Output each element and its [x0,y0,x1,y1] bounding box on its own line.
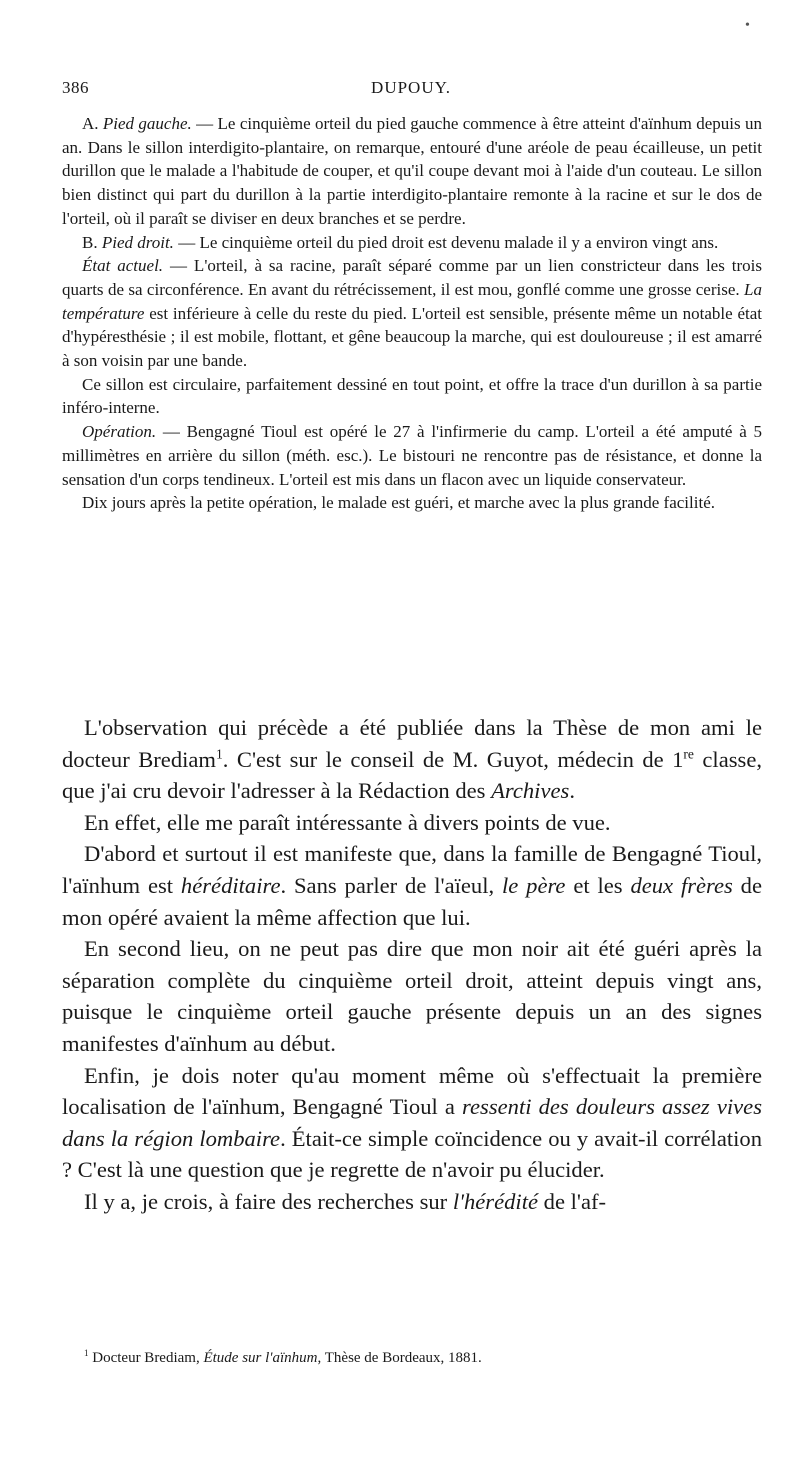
page-number: 386 [62,78,89,97]
running-header [62,78,760,102]
running-head: DUPOUY. [371,78,451,97]
case-report [62,112,762,515]
paragraph-2: En effet, elle me paraît intéressante à divers points de vue. [84,809,611,835]
case-groove: Ce sillon est circulaire, parfaitement dessiné en tout point, et offre la trace d'un durillon à sa partie inféro-interne. [62,374,762,418]
case-operation: Opération. — Bengagné Tioul est opéré le 27 à l'infirmerie du camp. L'orteil a été amputé à 5 millimètres en arrière du sillon (méth. esc.). Le bistouri ne rencontre pas de résistance, et donne la sensation d'un corps tendineux. L'orteil est mis dans un flacon avec un liquide conservateur. [62,422,762,489]
paragraph-6: Il y a, je crois, à faire des recherches sur l'hérédité de l'af- [84,1188,607,1214]
paragraph-5: Enfin, je dois noter qu'au moment même où s'effectuait la première localisation de l'aïnhum, Bengagné Tioul a ressenti des douleurs assez vives dans la région lombaire. Était-ce simple coïncidence ou y avait-il corrélation ? C'est là une question que je regrette de n'avoir pu élucider. [62,1062,763,1183]
paragraph-1: L'observation qui précède a été publiée dans la Thèse de mon ami le docteur Brediam$^1$. C'est sur le conseil de M. Guyot, médecin de 1re classe, que j'ai cru devoir l'adresser à la Rédaction des Archives. [62,715,762,804]
margin-dot: • [745,18,750,33]
paragraph-4: En second lieu, on ne peut pas dire que mon noir ait été guéri après la séparation complète du cinquième orteil droit, atteint depuis vingt ans, puisque le cinquième orteil gauche présente depuis un an des signes manifestes d'aïnhum au début. [62,936,762,1056]
case-outcome: Dix jours après la petite opération, le malade est guéri, et marche avec la plus grande facilité. [82,493,715,513]
main-text [62,712,762,1218]
case-right-foot: B. Pied droit. — Le cinquième orteil du pied droit est devenu malade il y a environ vingt ans. [82,232,719,252]
paragraph-3: D'abord et surtout il est manifeste que, dans la famille de Bengagné Tioul, l'aïnhum est héréditaire. Sans parler de l'aïeul, le père et les deux frères de mon opéré avaient la même affection que lui. [62,841,763,930]
footnote: $^1$ Docteur Brediam, Étude sur l'aïnhum, Thèse de Bordeaux, 1881. [84,1348,482,1366]
case-current-state: État actuel. — L'orteil, à sa racine, paraît séparé comme par un lien constricteur dans les trois quarts de sa circonférence. En avant du rétrécissement, il est mou, gonflé comme une grosse cerise. La température est inférieure à celle du reste du pied. L'orteil est sensible, présente même un notable état d'hypéresthésie ; il est mobile, flottant, et gêne beaucoup la marche, qui est douloureuse ; il est amarré à son voisin par une bande. [62,256,762,371]
case-left-foot: A. Pied gauche. — Le cinquième orteil du pied gauche commence à être atteint d'aïnhum depuis un an. Dans le sillon interdigito-plantaire, on remarque, entouré d'une aréole de peau écailleuse, un petit durillon que le malade a l'habitude de couper, et qu'il coupe devant moi à l'aide d'un couteau. Le sillon bien distinct qui part du durillon à la partie interdigito-plantaire remonte à la racine et sur le dos de l'orteil, où il paraît se diviser en deux branches et se perdre. [62,114,763,228]
